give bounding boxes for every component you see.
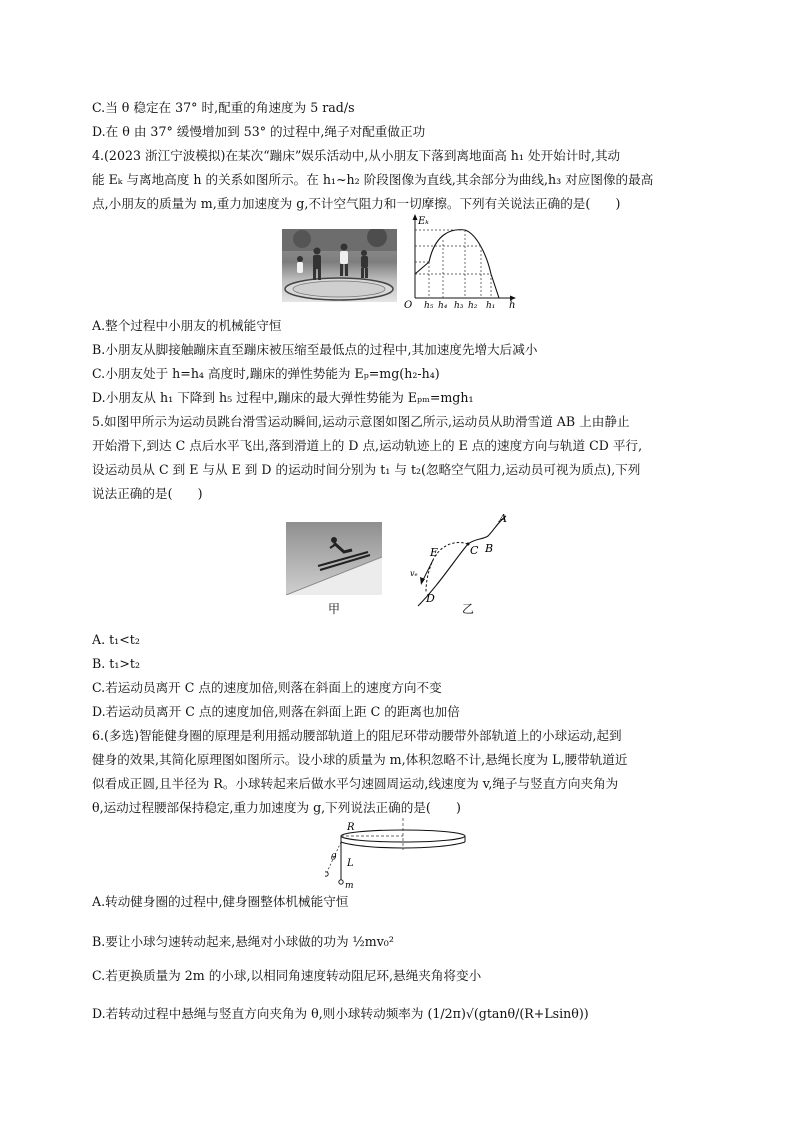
caption-yi: 乙: [462, 602, 475, 616]
q6-stem-line-2: 健身的效果,其简化原理图如图所示。设小球的质量为 m,体积忽略不计,悬绳长度为 L,腰带轨道近: [92, 752, 628, 767]
x-axis-label: h: [509, 300, 516, 310]
ek-curve: [415, 230, 499, 298]
q6-option-d: D.若转动过程中悬绳与竖直方向夹角为 θ,则小球转动频率为 (1/2π)√(gtanθ/(R+Lsinθ)): [92, 1006, 589, 1021]
q3-option-d: D.在 θ 由 37° 缓慢增加到 53° 的过程中,绳子对配重做正功: [92, 124, 426, 139]
q5-option-a: A. t₁<t₂: [92, 632, 140, 647]
q5-stem-line-3: 设运动员从 C 到 E 与从 E 到 D 的运动时间分别为 t₁ 与 t₂(忽略空气阻力,运动员可视为质点),下列: [92, 462, 641, 477]
q4-option-d: D.小朋友从 h₁ 下降到 h₅ 过程中,蹦床的最大弹性势能为 Eₚₘ=mgh₁: [92, 390, 474, 405]
q5-option-b: B. t₁>t₂: [92, 656, 141, 671]
q5-stem-line-1: 5.如图甲所示为运动员跳台滑雪运动瞬间,运动示意图如图乙所示,运动员从助滑雪道 AB 上由静止: [92, 414, 630, 429]
tick-h1: h₁: [486, 301, 496, 310]
ball: [339, 880, 343, 884]
label-m: m: [345, 881, 354, 890]
trampoline-photo: [282, 229, 397, 302]
fitness-hoop-diagram: [325, 814, 470, 890]
q6-option-c: C.若更换质量为 2m 的小球,以相同角速度转动阻尼环,悬绳夹角将变小: [92, 968, 482, 983]
q4-option-c: C.小朋友处于 h=h₄ 高度时,蹦床的弹性势能为 Eₚ=mg(h₂-h₄): [92, 366, 440, 381]
q6-option-a: A.转动健身圈的过程中,健身圈整体机械能守恒: [92, 894, 349, 909]
point-c: C: [470, 544, 479, 557]
q4-stem-line-2: 能 Eₖ 与离地高度 h 的关系如图所示。在 h₁~h₂ 阶段图像为直线,其余部分为曲线,h₃ 对应图像的最高: [92, 172, 654, 187]
q3-option-c: C.当 θ 稳定在 37° 时,配重的角速度为 5 rad/s: [92, 100, 355, 115]
q5-option-c: C.若运动员离开 C 点的速度加倍,则落在斜面上的速度方向不变: [92, 680, 442, 695]
q6-stem-line-4: θ,运动过程腰部保持稳定,重力加速度为 g,下列说法正确的是( ): [92, 800, 461, 815]
tick-h3: h₃: [454, 301, 464, 310]
q4-stem-line-1: 4.(2023 浙江宁波模拟)在某次“蹦床”娱乐活动中,从小朋友下落到离地面高 h₁ 处开始计时,其动: [92, 148, 621, 163]
origin-label: O: [404, 300, 413, 310]
caption-jia: 甲: [328, 602, 341, 616]
ski-jump-photo: [286, 522, 382, 595]
tilted-ball: [325, 872, 328, 876]
q6-stem-line-3: 似看成正圆,且半径为 R。小球转起来后做水平匀速圆周运动,线速度为 v,绳子与竖直方向夹角为: [92, 776, 619, 791]
ski-trajectory-diagram: [396, 510, 521, 610]
point-b: B: [485, 542, 494, 555]
point-a: A: [499, 512, 507, 525]
q5-option-d: D.若运动员离开 C 点的速度加倍,则落在斜面上距 C 的距离也加倍: [92, 704, 460, 719]
label-theta: θ: [331, 853, 337, 863]
point-e: E: [430, 546, 439, 559]
q6-option-b: B.要让小球匀速转动起来,悬绳对小球做的功为 ½mv₀²: [92, 934, 394, 949]
label-l: L: [347, 858, 354, 869]
tick-h2: h₂: [468, 301, 478, 310]
label-r: R: [347, 822, 355, 833]
velocity-label: vₑ: [410, 569, 418, 578]
q5-stem-line-2: 开始滑下,到达 C 点后水平飞出,落到滑道上的 D 点,运动轨迹上的 E 点的速度方向与轨道 CD 平行,: [92, 438, 643, 453]
y-axis-label: Eₖ: [418, 216, 429, 227]
point-d: D: [426, 592, 435, 605]
q4-option-a: A.整个过程中小朋友的机械能守恒: [92, 318, 282, 333]
tick-h5: h₅: [424, 301, 434, 310]
q6-stem-line-1: 6.(多选)智能健身圈的原理是利用摇动腰部轨道上的阻尼环带动腰带外部轨道上的小球运动,起到: [92, 728, 622, 743]
q4-option-b: B.小朋友从脚接触蹦床直至蹦床被压缩至最低点的过程中,其加速度先增大后减小: [92, 342, 538, 357]
q4-stem-line-3: 点,小朋友的质量为 m,重力加速度为 g,不计空气阻力和一切摩擦。下列有关说法正确的是( ): [92, 196, 621, 211]
q5-stem-line-4: 说法正确的是( ): [92, 486, 203, 501]
ek-h-graph: [403, 212, 523, 310]
tick-h4: h₄: [438, 301, 448, 310]
